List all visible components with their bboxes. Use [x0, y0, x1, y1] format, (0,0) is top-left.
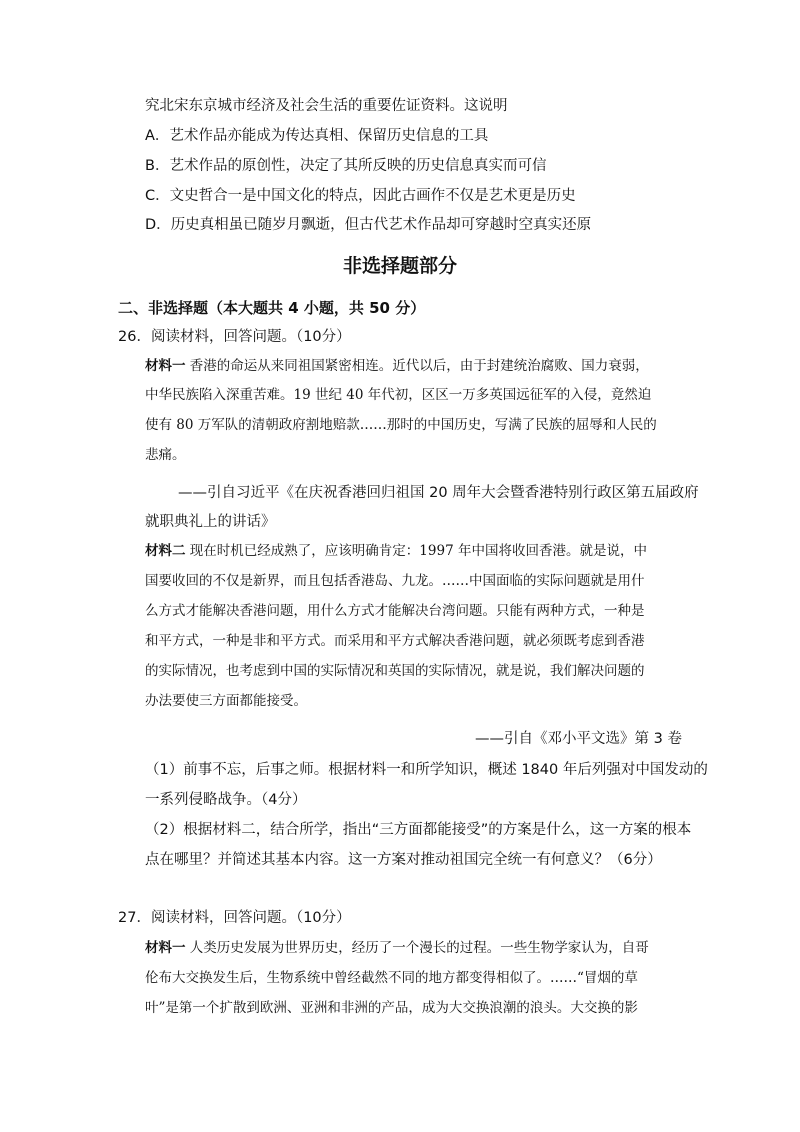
- q26-material2-line: 么方式才能解决香港问题，用什么方式才能解决台湾问题。只能有两种方式，一种是: [145, 603, 645, 619]
- q26-material1-line: 中华民族陷入深重苦难。19 世纪 40 年代初，区区一万多英国远征军的入侵，竟然迫: [145, 387, 652, 403]
- q26-subquestion-1: 一系列侵略战争。（4分）: [145, 792, 307, 808]
- q26-material2-line: 国要收回的不仅是新界，而且包括香港岛、九龙。……中国面临的实际问题就是用什: [145, 573, 645, 589]
- q27-material1-text: 人类历史发展为世界历史，经历了一个漫长的过程。一些生物学家认为，自哥: [189, 940, 649, 956]
- q26-material2-label: 材料二: [145, 543, 186, 559]
- q26-material1-line: 使有 80 万军队的清朝政府割地赔款……那时的中国历史，写满了民族的屈辱和人民的: [145, 417, 657, 433]
- q26-material1-source: ——引自习近平《在庆祝香港回归祖国 20 周年大会暨香港特别行政区第五届政府: [178, 485, 699, 501]
- option-b: B．艺术作品的原创性，决定了其所反映的历史信息真实而可信: [145, 158, 547, 174]
- q26-material2-line: 办法要使三方面都能接受。: [145, 693, 307, 709]
- section-title: 非选择题部分: [342, 255, 457, 277]
- q26-material1-line: 悲痛。: [145, 447, 186, 463]
- q27-material1-line: 伦布大交换发生后，生物系统中曾经截然不同的地方都变得相似了。……“冒烟的草: [145, 970, 638, 986]
- option-a: A．艺术作品亦能成为传达真相、保留历史信息的工具: [145, 128, 489, 144]
- q27-material1-line: [145, 938, 649, 958]
- q26-material2-source: ——引自《邓小平文选》第 3 卷: [475, 731, 682, 747]
- q27-material1-label: 材料一: [145, 940, 186, 956]
- q26-subquestion-2: 点在哪里？并简述其基本内容。这一方案对推动祖国完全统一有何意义？（6分）: [145, 852, 662, 868]
- section-heading: 二、非选择题（本大题共 4 小题，共 50 分）: [118, 299, 426, 317]
- q26-material1-text: 香港的命运从来同祖国紧密相连。近代以后，由于封建统治腐败、国力衰弱，: [189, 358, 649, 374]
- option-c: C．文史哲合一是中国文化的特点，因此古画作不仅是艺术更是历史: [145, 188, 576, 204]
- q26-material2-line: [145, 541, 647, 561]
- q26-material2-line: 的实际情况，也考虑到中国的实际情况和英国的实际情况，就是说，我们解决问题的: [145, 663, 645, 679]
- q26-header: 26．阅读材料，回答问题。（10分）: [118, 329, 351, 345]
- intro-line: 究北宋东京城市经济及社会生活的重要佐证资料。这说明: [145, 98, 508, 114]
- q26-subquestion-2: （2）根据材料二，结合所学，指出“三方面都能接受”的方案是什么，这一方案的根本: [145, 822, 692, 838]
- q26-material2-text: 现在时机已经成熟了，应该明确肯定：1997 年中国将收回香港。就是说，中: [189, 543, 647, 559]
- q26-material1-source: 就职典礼上的讲话》: [145, 514, 276, 530]
- q27-header: 27．阅读材料，回答问题。（10分）: [118, 910, 351, 926]
- q26-material1-label: 材料一: [145, 358, 186, 374]
- q27-material1-line: 叶”是第一个扩散到欧洲、亚洲和非洲的产品，成为大交换浪潮的浪头。大交换的影: [145, 1000, 638, 1016]
- q26-material1-line: [145, 356, 649, 376]
- option-d: D．历史真相虽已随岁月飘逝，但古代艺术作品却可穿越时空真实还原: [145, 217, 592, 233]
- q26-subquestion-1: （1）前事不忘，后事之师。根据材料一和所学知识，概述 1840 年后列强对中国发动的: [145, 762, 708, 778]
- q26-material2-line: 和平方式，一种是非和平方式。而采用和平方式解决香港问题，就必须既考虑到香港: [145, 633, 645, 649]
